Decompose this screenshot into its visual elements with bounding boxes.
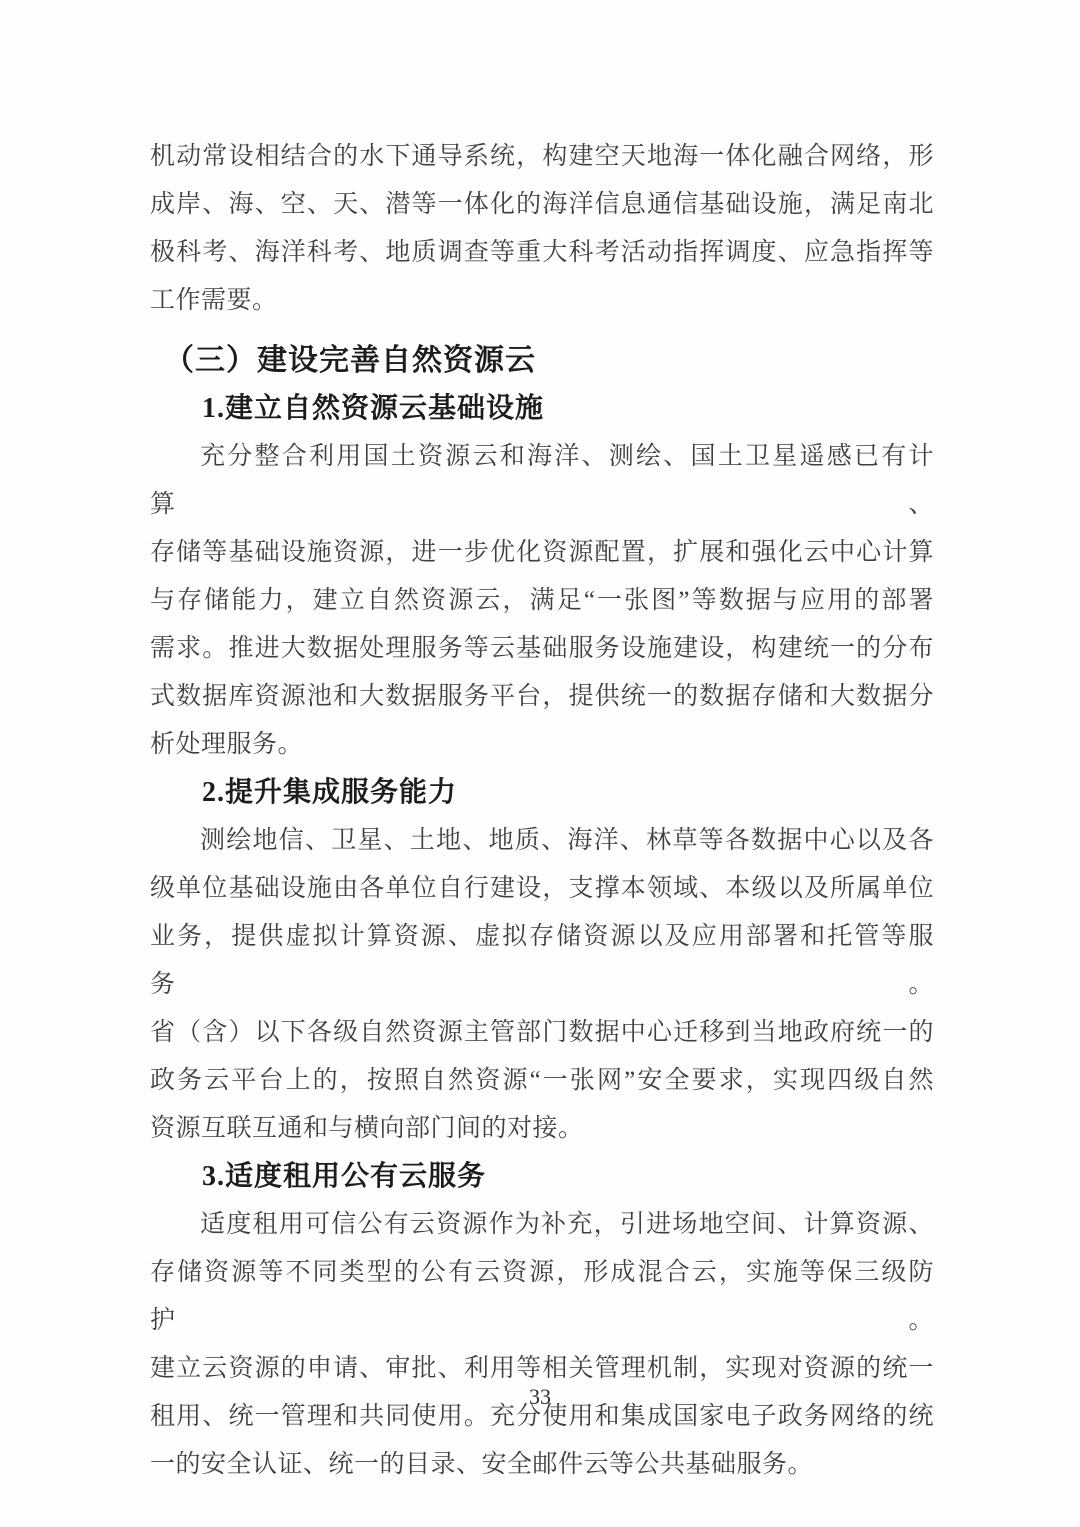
text-line: 机动常设相结合的水下通导系统，构建空天地海一体化融合网络，形	[150, 143, 934, 170]
subsection-2-paragraph	[150, 817, 934, 1153]
subsection-2-title: 2.提升集成服务能力	[202, 777, 458, 808]
subsection-1-title: 1.建立自然资源云基础设施	[202, 393, 545, 424]
text-line: 工作需要。	[150, 287, 278, 314]
text-line: 析处理服务。	[150, 731, 304, 758]
subsection-3-paragraph	[150, 1201, 934, 1489]
text-line: 成岸、海、空、天、潜等一体化的海洋信息通信基础设施，满足南北	[150, 191, 934, 218]
text-line: 存储资源等不同类型的公有云资源，形成混合云，实施等保三级防护。	[150, 1259, 934, 1334]
page-content	[150, 133, 934, 1489]
text-line: 测绘地信、卫星、土地、地质、海洋、林草等各数据中心以及各	[200, 827, 934, 854]
text-line: 政务云平台上的，按照自然资源“一张网”安全要求，实现四级自然	[150, 1067, 934, 1094]
text-line: 充分整合利用国土资源云和海洋、测绘、国土卫星遥感已有计算、	[150, 443, 934, 518]
text-line: 一的安全认证、统一的目录、安全邮件云等公共基础服务。	[150, 1451, 814, 1478]
text-line: 资源互联互通和与横向部门间的对接。	[150, 1115, 584, 1142]
text-line: 适度租用可信公有云资源作为补充，引进场地空间、计算资源、	[200, 1211, 934, 1238]
text-line: 省（含）以下各级自然资源主管部门数据中心迁移到当地政府统一的	[150, 1019, 934, 1046]
section-heading: （三）建设完善自然资源云	[164, 344, 536, 377]
text-line: 需求。推进大数据处理服务等云基础服务设施建设，构建统一的分布	[150, 635, 934, 662]
text-line: 式数据库资源池和大数据服务平台，提供统一的数据存储和大数据分	[150, 683, 934, 710]
text-line: 存储等基础设施资源，进一步优化资源配置，扩展和强化云中心计算	[150, 539, 934, 566]
text-line: 与存储能力，建立自然资源云，满足“一张图”等数据与应用的部署	[150, 587, 934, 614]
page-number: 33	[529, 1384, 551, 1409]
intro-paragraph	[150, 133, 934, 325]
text-line: 租用、统一管理和共同使用。充分使用和集成国家电子政务网络的统	[150, 1403, 934, 1430]
text-line: 业务，提供虚拟计算资源、虚拟存储资源以及应用部署和托管等服务。	[150, 923, 934, 998]
text-line: 建立云资源的申请、审批、利用等相关管理机制，实现对资源的统一	[150, 1355, 934, 1382]
subsection-1-paragraph	[150, 433, 934, 769]
text-line: 极科考、海洋科考、地质调查等重大科考活动指挥调度、应急指挥等	[150, 239, 934, 266]
text-line: 级单位基础设施由各单位自行建设，支撑本领域、本级以及所属单位	[150, 875, 934, 902]
subsection-3-title: 3.适度租用公有云服务	[202, 1161, 487, 1192]
